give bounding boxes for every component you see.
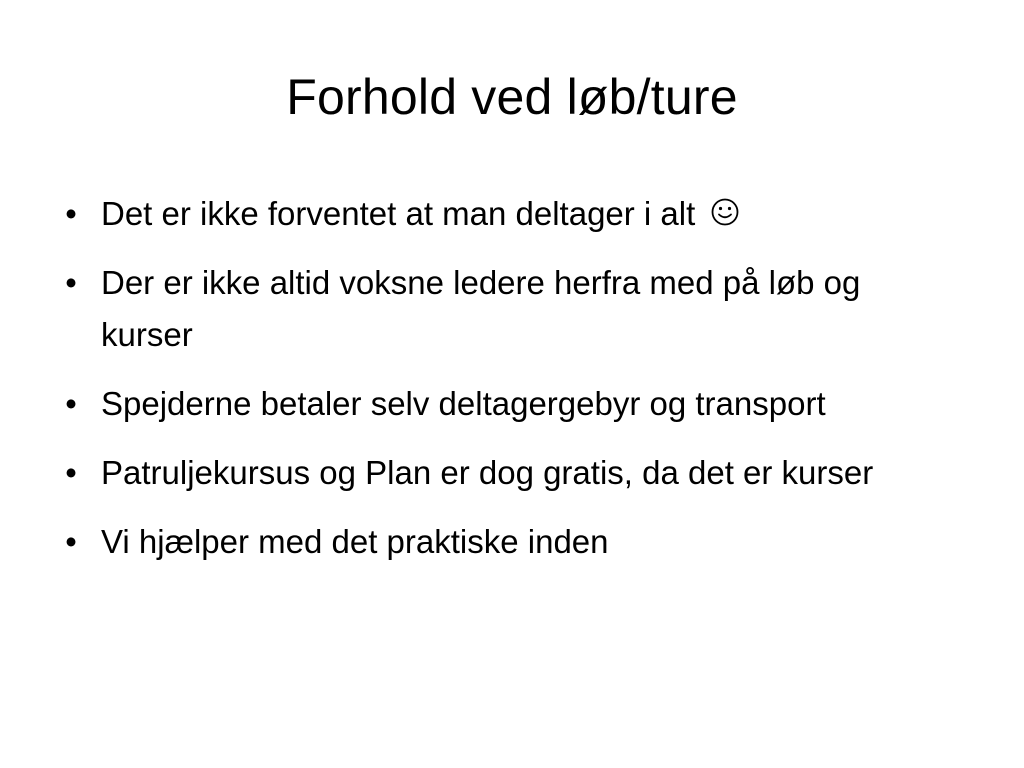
bullet-dot: • [65,264,77,301]
bullet-text: Der er ikke altid voksne ledere herfra med på løb og kurser [101,264,861,353]
bullet-text: Patruljekursus og Plan er dog gratis, da det er kurser [101,454,874,491]
bullet-dot: • [65,195,77,232]
bullet-text: Vi hjælper med det praktiske inden [101,523,609,560]
bullet-item [60,257,960,361]
bullet-item [60,378,960,430]
slide-title: Forhold ved løb/ture [286,69,738,125]
bullet-dot: • [65,385,77,422]
bullet-item [60,516,960,568]
bullet-item [60,447,960,499]
bullet-text: Det er ikke forventet at man deltager i alt [101,195,696,232]
bullet-text: Spejderne betaler selv deltagergebyr og transport [101,385,826,422]
smiley-icon [710,197,740,227]
bullet-list [60,188,960,585]
bullet-dot: • [65,523,77,560]
bullet-dot: • [65,454,77,491]
bullet-item [60,188,960,240]
